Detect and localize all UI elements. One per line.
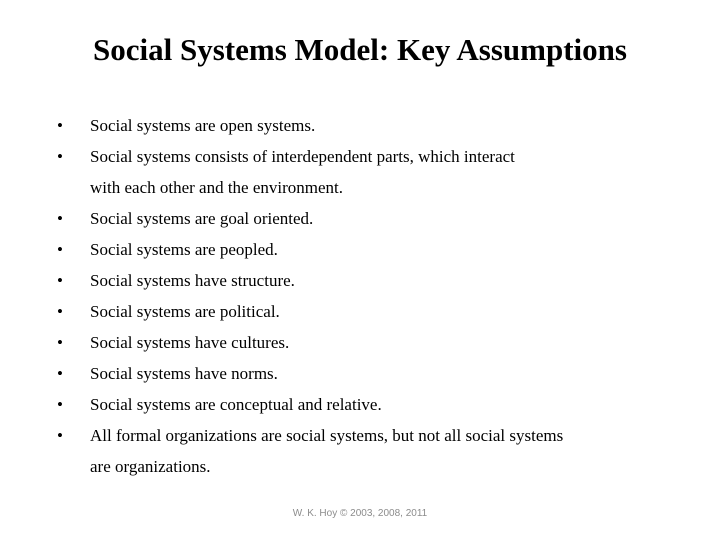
bullet-icon: • (57, 209, 63, 228)
list-item-text: All formal organizations are social systems, but not all social systems (90, 426, 564, 445)
bullet-icon: • (57, 426, 63, 445)
bullet-icon: • (57, 302, 63, 321)
list-item (0, 110, 720, 141)
list-item-text-continuation: are organizations. (90, 457, 211, 476)
bullet-icon: • (57, 395, 63, 414)
list-item (0, 141, 720, 172)
list-item (0, 296, 720, 327)
list-item-text: Social systems have cultures. (90, 333, 290, 352)
list-item-text-continuation: with each other and the environment. (90, 178, 344, 197)
list-item (0, 358, 720, 389)
list-item-text: Social systems are open systems. (90, 116, 316, 135)
list-item (0, 327, 720, 358)
list-item-text: Social systems consists of interdependent parts, which interact (90, 147, 515, 166)
list-item-text: Social systems have norms. (90, 364, 278, 383)
list-item-text: Social systems are goal oriented. (90, 209, 314, 228)
list-item-text: Social systems have structure. (90, 271, 295, 290)
bullet-icon: • (57, 364, 63, 383)
bullet-icon: • (57, 271, 63, 290)
list-item (0, 234, 720, 265)
bullet-icon: • (57, 147, 63, 166)
list-item (0, 203, 720, 234)
list-item-continuation (0, 451, 720, 482)
list-item-text: Social systems are political. (90, 302, 280, 321)
list-item-text: Social systems are peopled. (90, 240, 278, 259)
list-item (0, 265, 720, 296)
slide-footer: W. K. Hoy © 2003, 2008, 2011 (292, 508, 428, 519)
slide-title: Social Systems Model: Key Assumptions (93, 32, 627, 67)
list-item-continuation (0, 172, 720, 203)
list-item-text: Social systems are conceptual and relative. (90, 395, 382, 414)
list-item (0, 389, 720, 420)
bullet-icon: • (57, 333, 63, 352)
bullet-icon: • (57, 116, 63, 135)
list-item (0, 420, 720, 451)
bullet-icon: • (57, 240, 63, 259)
